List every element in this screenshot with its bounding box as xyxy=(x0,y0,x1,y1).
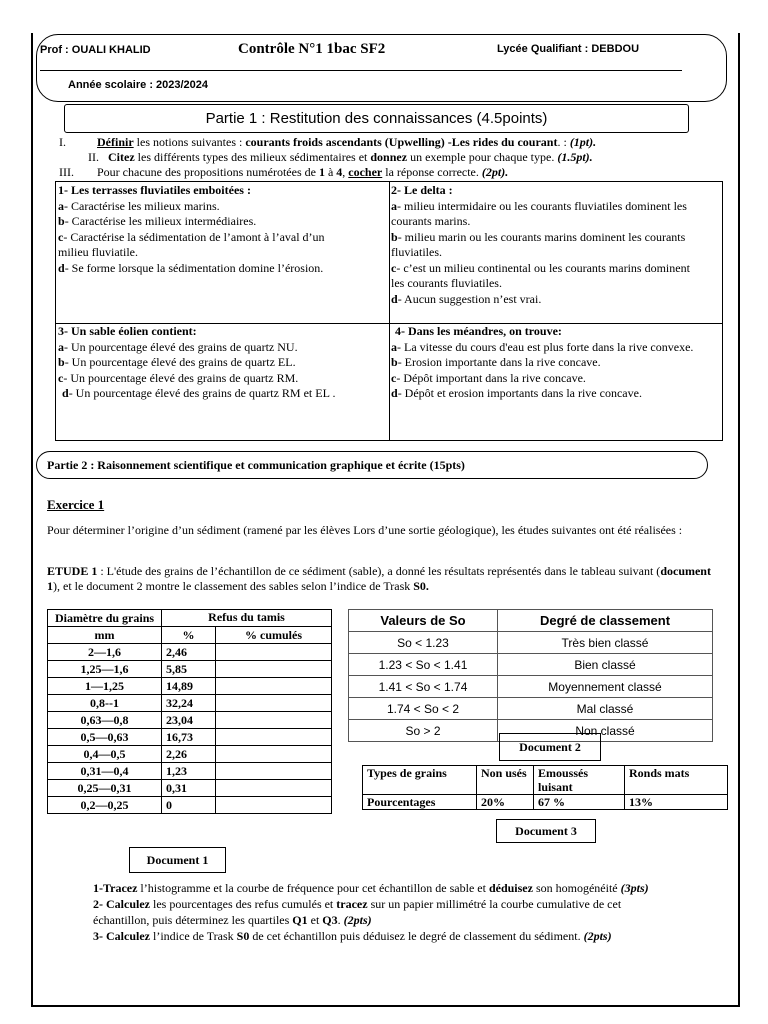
q3-num: III. xyxy=(59,165,74,179)
etude-doc-ref: document 1 xyxy=(47,564,711,593)
q3-text: Pour chacune des propositions numérotées de xyxy=(97,165,319,179)
document-2-label: Document 2 xyxy=(499,733,601,761)
q3-cocher: cocher xyxy=(348,165,383,179)
q1-bold1: courants froids ascendants xyxy=(245,135,382,149)
table-row: 0,2—0,25 0 xyxy=(48,797,332,814)
qcm-box-3 xyxy=(56,323,389,403)
col-header-so: Valeurs de So xyxy=(349,610,498,632)
document-1-label: Document 1 xyxy=(129,847,226,873)
doc3-header-non-uses: Non usés xyxy=(477,766,534,795)
table-row: 0,25—0,31 0,31 xyxy=(48,780,332,797)
q2-bold: donnez xyxy=(370,150,408,164)
exercise-question-3: 3- Calculez l’indice de Trask S0 de cet échantillon puis déduisez le degré de classement du sédiment. (2pts) xyxy=(93,929,612,943)
qcm-option[interactable]: b- Caractérise les milieux intermédiaires. xyxy=(58,214,257,228)
q1-text: les notions suivantes : xyxy=(133,135,246,149)
q2-verb: Citez xyxy=(108,150,135,164)
part1-questions xyxy=(59,135,739,180)
q1-points: (1pt). xyxy=(569,135,597,149)
table-row: Pourcentages 20% 67 % 13% xyxy=(363,795,728,810)
table-row: 1,25—1,6 5,85 xyxy=(48,661,332,678)
exercise-question-1: 1-Tracez l’histogramme et la courbe de fréquence pour cet échantillon de sable et déduisez son homogénéité (3pts) xyxy=(93,881,649,895)
part2-title: Partie 2 : Raisonnement scientifique et communication graphique et écrite (15pts) xyxy=(36,451,708,479)
qcm-option[interactable]: d- Un pourcentage élevé des grains de quartz RM et EL . xyxy=(62,386,336,400)
col-header-diameter: Diamètre du grains xyxy=(48,610,162,627)
table-row: 0,31—0,4 1,23 xyxy=(48,763,332,780)
exercise-question-2: 2- Calculez les pourcentages des refus cumulés et tracez sur un papier millimétré la courbe cumulative de cet échantillon, puis déterminez les quartiles Q1 et Q3. (2pts) xyxy=(93,897,622,927)
qcm-option[interactable]: c- Dépôt important dans la rive concave. xyxy=(391,370,586,385)
q3-t2: à xyxy=(324,165,337,179)
qcm-box-1 xyxy=(56,182,389,277)
table-row: 0,4—0,5 2,26 xyxy=(48,746,332,763)
qcm-option[interactable]: d- Aucun suggestion n’est vrai. xyxy=(391,291,542,306)
part1-title: Partie 1 : Restitution des connaissances (4.5points) xyxy=(64,104,689,133)
q1-text2: . : xyxy=(557,135,570,149)
etude-1-text xyxy=(47,564,722,594)
table-row: So > 2 Non classé xyxy=(349,720,713,742)
etude-label: ETUDE 1 xyxy=(47,564,98,578)
exercise-title: Exercice 1 xyxy=(47,497,105,512)
exam-title: Contrôle N°1 1bac SF2 xyxy=(238,41,386,57)
qcm-option[interactable]: a- milieu intermidaire ou les courants fluviatiles dominent les courants marins. xyxy=(391,198,687,228)
table-row: 1.41 < So < 1.74 Moyennement classé xyxy=(349,676,713,698)
q3-t3: , xyxy=(342,165,349,179)
qcm-option[interactable]: a- Un pourcentage élevé des grains de quartz NU. xyxy=(58,339,298,354)
subheader-mm: mm xyxy=(48,627,162,644)
qcm-grid xyxy=(55,181,723,441)
qcm-option[interactable]: d- Se forme lorsque la sédimentation domine l’érosion. xyxy=(58,260,324,275)
q1-bold2: (Upwelling) -Les rides du courant xyxy=(381,135,558,149)
q1-verb: Définir xyxy=(97,135,134,149)
q2-points: (1.5pt). xyxy=(557,150,593,164)
col-header-refus: Refus du tamis xyxy=(162,610,332,627)
qcm-box-title: 1- Les terrasses fluviatiles emboitées : xyxy=(58,183,251,197)
document-3-label: Document 3 xyxy=(496,819,596,843)
qcm-box-title: 2- Le delta : xyxy=(391,183,453,197)
etude-t2: ), et le document 2 montre le classement des sables selon l’indice de Trask xyxy=(53,579,414,593)
qcm-box-title: 4- Dans les méandres, on trouve: xyxy=(395,324,562,338)
table-row: 1—1,25 14,89 xyxy=(48,678,332,695)
table-row: 2—1,6 2,46 xyxy=(48,644,332,661)
table-row: 0,8--1 32,24 xyxy=(48,695,332,712)
document-2-table xyxy=(348,609,713,742)
subheader-cumul: % cumulés xyxy=(216,627,332,644)
table-row: 1.74 < So < 2 Mal classé xyxy=(349,698,713,720)
col-header-degre: Degré de classement xyxy=(498,610,713,632)
qcm-box-2 xyxy=(389,182,722,308)
q1-num: I. xyxy=(59,135,66,149)
qcm-box-title: 3- Un sable éolien contient: xyxy=(58,324,197,338)
prof-name: Prof : OUALI KHALID xyxy=(40,44,151,56)
question-2 xyxy=(59,150,739,165)
table-row: 0,63—0,8 23,04 xyxy=(48,712,332,729)
exercise-questions xyxy=(93,880,723,944)
qcm-option[interactable]: d- Dépôt et erosion importants dans la rive concave. xyxy=(391,386,642,400)
school-year: Année scolaire : 2023/2024 xyxy=(68,79,209,91)
q3-points: (2pt). xyxy=(481,165,509,179)
qcm-option[interactable]: b- Erosion importante dans la rive concave. xyxy=(391,355,601,369)
subheader-pct: % xyxy=(162,627,216,644)
qcm-option[interactable]: b- milieu marin ou les courants marins dominent les courants fluviatiles. xyxy=(391,229,686,259)
table-row: 0,5—0,63 16,73 xyxy=(48,729,332,746)
q2-num: II. xyxy=(88,150,99,164)
qcm-box-4 xyxy=(389,323,722,403)
etude-t1: : L'étude des grains de l’échantillon de ce sédiment (sable), a donné les résultats représentés dans le tableau suivant ( xyxy=(97,564,661,578)
qcm-option[interactable]: c- Caractérise la sédimentation de l’amont à l’aval d’un milieu fluviatile. xyxy=(58,229,325,259)
question-3 xyxy=(59,165,739,180)
q3-b1: 1 xyxy=(318,165,325,179)
q3-b2: 4 xyxy=(336,165,343,179)
qcm-option[interactable]: a- La vitesse du cours d'eau est plus forte dans la rive convexe. xyxy=(391,339,694,354)
exercise-intro: Pour déterminer l’origine d’un sédiment (ramené par les élèves Lors d’une sortie géologique), les études suivantes ont été réalisées : xyxy=(47,523,683,537)
qcm-option[interactable]: c- Un pourcentage élevé des grains de quartz RM. xyxy=(58,370,299,385)
table-row: 1.23 < So < 1.41 Bien classé xyxy=(349,654,713,676)
qcm-option[interactable]: c- c’est un milieu continental ou les courants marins dominent les courants fluviatiles. xyxy=(391,260,690,290)
question-1 xyxy=(59,135,739,150)
q2-text2: un exemple pour chaque type. xyxy=(407,150,558,164)
etude-s0: S0. xyxy=(413,579,429,593)
document-1-table xyxy=(47,609,332,814)
qcm-option[interactable]: b- Un pourcentage élevé des grains de quartz EL. xyxy=(58,355,296,369)
header-divider xyxy=(40,70,682,71)
lycee-name: Lycée Qualifiant : DEBDOU xyxy=(497,43,640,55)
q2-text: les différents types des milieux sédimentaires et xyxy=(134,150,371,164)
doc3-header-ronds: Ronds mats xyxy=(625,766,728,795)
q3-t4: la réponse correcte. xyxy=(382,165,482,179)
qcm-option[interactable]: a- Caractérise les milieux marins. xyxy=(58,198,220,213)
document-3-table xyxy=(362,765,728,810)
table-row: So < 1.23 Très bien classé xyxy=(349,632,713,654)
doc3-header-emousses: Emoussés luisant xyxy=(534,766,625,795)
doc3-header-types: Types de grains xyxy=(363,766,477,795)
